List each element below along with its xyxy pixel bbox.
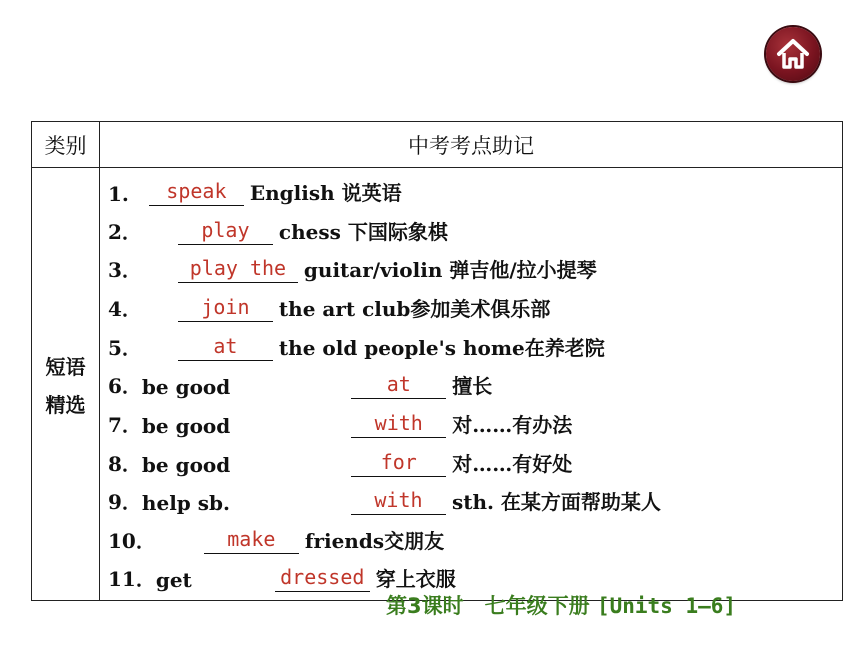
phrase-item [108, 251, 597, 283]
phrase-table [31, 121, 843, 601]
item-prefix: be good [141, 453, 231, 477]
answer-blank [351, 450, 446, 477]
phrase-item [108, 367, 492, 399]
phrase-item [108, 329, 605, 361]
answer-blank [178, 334, 273, 361]
item-number: 11． [108, 567, 156, 591]
item-number: 1. [108, 182, 129, 206]
answer-text: play the [189, 256, 287, 280]
item-phrase: the old people's home在养老院 [278, 336, 605, 360]
item-prefix: get [155, 568, 192, 592]
answer-blank [351, 372, 446, 399]
category-label [32, 348, 99, 424]
phrase-item [108, 483, 661, 515]
item-prefix: be good [141, 414, 231, 438]
item-phrase: friends交朋友 [304, 529, 445, 553]
item-number: 5． [108, 336, 142, 360]
item-phrase: 对……有办法 [452, 413, 573, 437]
phrase-item [108, 445, 572, 477]
table-title: 中考考点助记 [408, 133, 534, 158]
answer-blank [178, 256, 298, 283]
phrase-item [108, 174, 402, 206]
item-number: 6． [108, 374, 142, 398]
item-phrase: 对……有好处 [452, 452, 573, 476]
item-prefix: help sb. [141, 491, 230, 515]
phrase-item [108, 213, 448, 245]
answer-text: make [227, 527, 276, 551]
item-number: 3． [108, 258, 142, 282]
item-phrase: guitar/violin 弹吉他/拉小提琴 [303, 258, 597, 282]
item-number: 8． [108, 452, 142, 476]
item-number: 7． [108, 413, 142, 437]
answer-text: with [374, 488, 423, 512]
answer-text: at [213, 334, 238, 358]
answer-blank [178, 218, 273, 245]
category-label-line1: 短语 [45, 355, 86, 379]
category-label-line2: 精选 [45, 393, 86, 417]
answer-blank [351, 411, 446, 438]
item-number: 2． [108, 220, 142, 244]
answer-text: join [201, 295, 250, 319]
answer-text: play [201, 218, 250, 242]
phrase-item [108, 290, 550, 322]
item-phrase: English 说英语 [249, 181, 402, 205]
item-prefix: be good [141, 375, 231, 399]
phrase-item [108, 522, 444, 554]
lesson-footer [386, 590, 736, 620]
answer-blank [178, 295, 273, 322]
item-phrase: the art club参加美术俱乐部 [278, 297, 551, 321]
answer-text: at [386, 372, 411, 396]
answer-blank [204, 527, 299, 554]
phrase-item [108, 560, 456, 592]
item-phrase: 穿上衣服 [375, 567, 456, 591]
answer-blank [351, 488, 446, 515]
item-number: 10． [108, 529, 156, 553]
home-icon [775, 36, 811, 72]
answer-text: with [374, 411, 423, 435]
phrase-item [108, 406, 572, 438]
category-header: 类别 [44, 133, 87, 158]
answer-blank [149, 179, 244, 206]
column-divider [99, 122, 100, 600]
units-label: [Units 1—6] [596, 594, 737, 618]
item-phrase: 擅长 [452, 374, 493, 398]
answer-blank [275, 565, 370, 592]
lesson-label: 第3课时 七年级下册 [386, 594, 597, 618]
item-number: 4． [108, 297, 142, 321]
answer-text: for [380, 450, 417, 474]
item-phrase: chess 下国际象棋 [278, 220, 448, 244]
home-button[interactable] [766, 27, 820, 81]
header-divider [32, 167, 842, 168]
answer-text: speak [166, 179, 227, 203]
item-phrase: sth. 在某方面帮助某人 [451, 490, 661, 514]
item-number: 9． [108, 490, 142, 514]
answer-text: dressed [280, 565, 365, 589]
